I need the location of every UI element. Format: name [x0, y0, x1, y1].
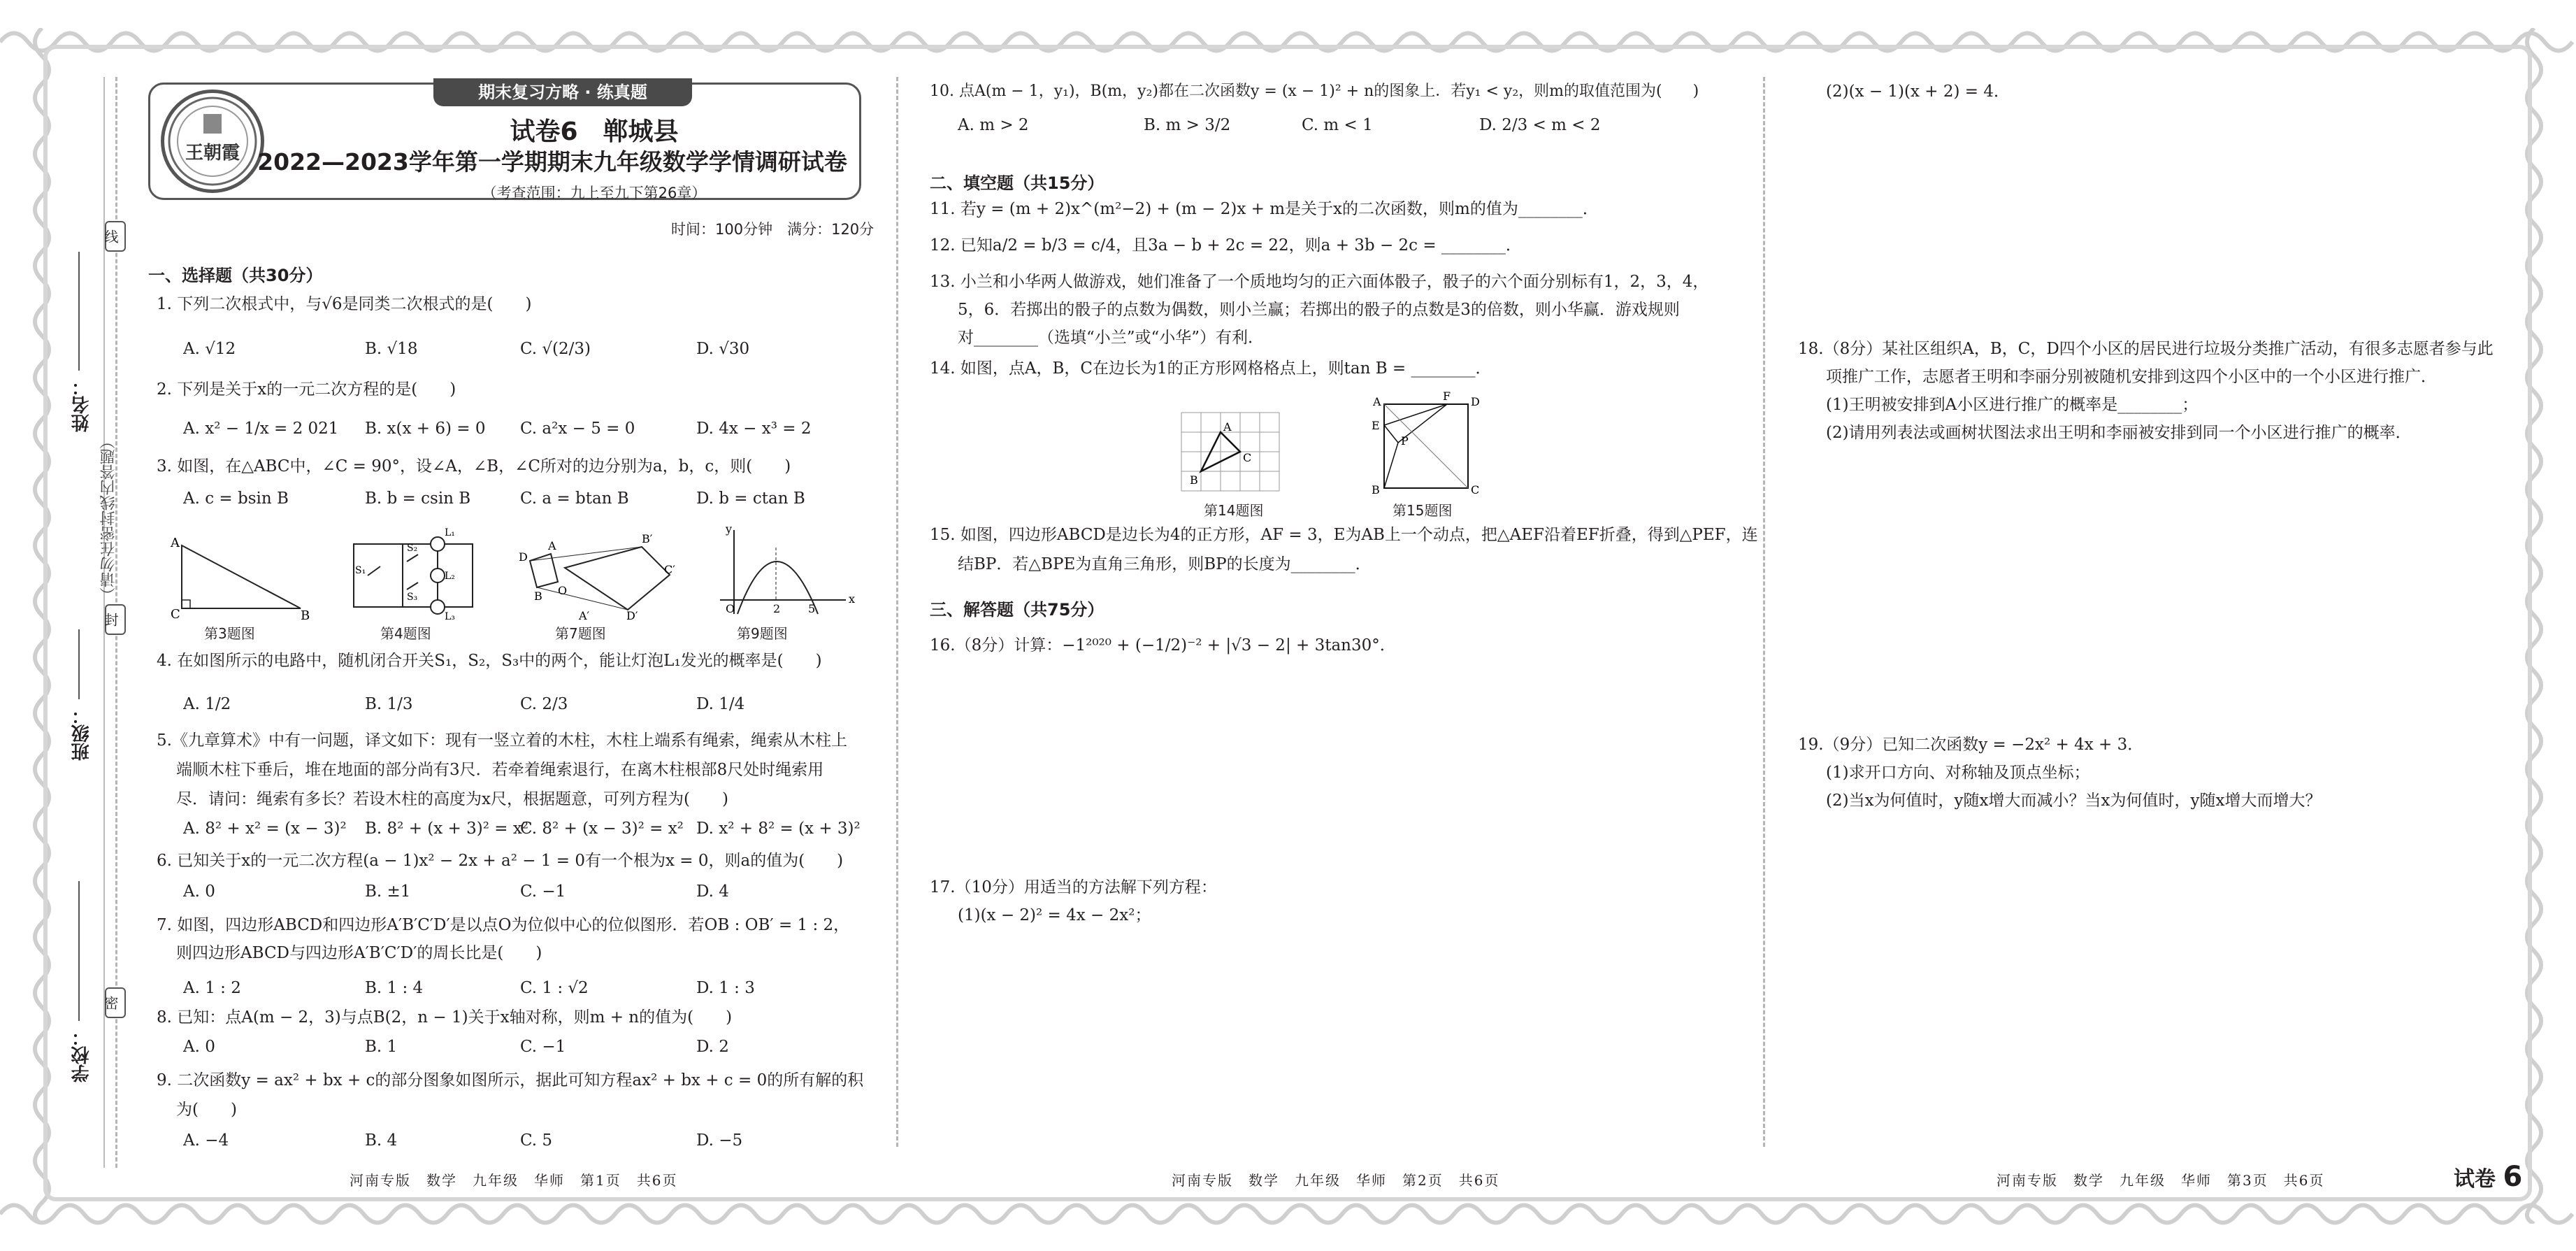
q2-opt-c[interactable]: C. a²x − 5 = 0 — [520, 420, 635, 438]
q10-opt-a[interactable]: A. m > 2 — [958, 116, 1029, 134]
q3-opt-a[interactable]: A. c = bsin B — [183, 489, 289, 508]
q15-line1: 15. 如图，四边形ABCD是边长为4的正方形，AF = 3，E为AB上一个动点，把△AEF沿着EF折叠，得到△PEF，连 — [930, 526, 1758, 544]
q19-part2: (2)当x为何值时，y随x增大而减小？当x为何值时，y随x增大而增大？ — [1826, 792, 2322, 810]
q2-opt-b[interactable]: B. x(x + 6) = 0 — [365, 420, 486, 438]
svg-text:O: O — [558, 584, 568, 597]
header-tag: 期末复习方略 · 练真题 — [433, 78, 692, 106]
svg-text:C: C — [171, 607, 180, 622]
svg-text:P: P — [1401, 434, 1409, 448]
svg-text:S₃: S₃ — [407, 592, 418, 603]
seal-notice: （请勿在密封线内答题） — [100, 434, 117, 603]
svg-text:O: O — [726, 602, 735, 615]
svg-text:C: C — [1243, 451, 1252, 464]
svg-text:B: B — [1372, 483, 1380, 495]
q17-part2: (2)(x − 1)(x + 2) = 4． — [1826, 83, 2010, 101]
q9-opt-c[interactable]: C. 5 — [520, 1131, 553, 1150]
time-score: 时间：100分钟 满分：120分 — [671, 221, 875, 238]
figure-q15-square — [1370, 390, 1489, 495]
figure-q9-parabola — [706, 523, 860, 621]
q8-opt-c[interactable]: C. −1 — [520, 1038, 566, 1056]
svg-text:B: B — [1190, 473, 1198, 487]
paper-label: 试卷 — [2454, 1167, 2496, 1192]
publisher-logo — [161, 90, 264, 193]
q11: 11. 若y = (m + 2)x^(m²−2) + (m − 2)x + m是关于x的二次函数，则m的值为________． — [930, 200, 1599, 218]
q13-line3: 对________（选填“小兰”或“小华”）有利． — [958, 329, 1265, 347]
fig4-caption: 第4题图 — [380, 625, 431, 642]
svg-text:A: A — [171, 536, 180, 550]
q18-line1: 18.（8分）某社区组织A，B，C，D四个小区的居民进行垃圾分类推广活动，有很多志愿者参与此 — [1798, 340, 2494, 358]
q5-opt-d[interactable]: D. x² + 8² = (x + 3)² — [696, 820, 861, 838]
q18-line2: 项推广工作，志愿者王明和李丽分别被随机安排到这四个小区中的一个小区进行推广． — [1826, 368, 2437, 386]
q12: 12. 已知a/2 = b/3 = c/4，且3a − b + 2c = 22，则a + 3b − 2c = ________． — [930, 236, 1522, 255]
q17-line2: (1)(x − 2)² = 4x − 2x²； — [958, 906, 1151, 924]
svg-text:B: B — [534, 589, 542, 603]
q8-opt-b[interactable]: B. 1 — [365, 1038, 398, 1056]
q3-stem: 3. 如图，在△ABC中，∠C = 90°，设∠A，∠B，∠C所对的边分别为a，b，c，则( ) — [157, 457, 791, 476]
q19-line1: 19.（9分）已知二次函数y = −2x² + 4x + 3． — [1798, 736, 2144, 754]
q6-opt-c[interactable]: C. −1 — [520, 882, 566, 901]
q9-opt-d[interactable]: D. −5 — [696, 1131, 743, 1150]
svg-text:A: A — [548, 539, 556, 552]
svg-text:y: y — [726, 523, 733, 536]
exam-scope: （考查范围：九上至九下第26章） — [482, 185, 707, 201]
svg-text:A′: A′ — [579, 609, 590, 621]
figure-q7-similar-quads — [509, 526, 677, 621]
svg-text:C′: C′ — [664, 563, 675, 576]
class-label: 班级： — [71, 706, 92, 761]
column-divider-1 — [896, 77, 898, 1147]
q4-stem: 4. 在如图所示的电路中，随机闭合开关S₁，S₂，S₃中的两个，能让灯泡L₁发光的概率是( ) — [157, 652, 822, 670]
svg-text:B: B — [301, 608, 310, 622]
paper-number — [2454, 1161, 2522, 1193]
q5-opt-b[interactable]: B. 8² + (x + 3)² = x² — [365, 820, 529, 838]
q4-opt-c[interactable]: C. 2/3 — [520, 695, 568, 713]
svg-text:D: D — [519, 550, 528, 564]
q1-stem: 1. 下列二次根式中，与√6是同类二次根式的是( ) — [157, 295, 532, 313]
fig14-caption: 第14题图 — [1204, 502, 1264, 519]
q10-stem: 10. 点A(m − 1，y₁)，B(m，y₂)都在二次函数y = (x − 1)² + n的图象上．若y₁ < y₂，则m的取值范围为( ) — [930, 83, 1699, 100]
q18-part2: (2)请用列表法或画树状图法求出王明和李丽被安排到同一个小区进行推广的概率． — [1826, 424, 2412, 442]
figure-q14-grid — [1174, 406, 1286, 495]
paper-digit: 6 — [2503, 1161, 2523, 1193]
figure-q3-triangle — [168, 531, 315, 622]
q8-opt-d[interactable]: D. 2 — [696, 1038, 729, 1056]
q9-opt-a[interactable]: A. −4 — [183, 1131, 229, 1150]
fig15-caption: 第15题图 — [1393, 502, 1453, 519]
fig3-caption: 第3题图 — [204, 625, 255, 642]
q7-opt-c[interactable]: C. 1 : √2 — [520, 979, 589, 997]
svg-text:S₁: S₁ — [355, 565, 366, 576]
q15-line2: 结BP．若△BPE为直角三角形，则BP的长度为________． — [958, 555, 1372, 573]
q13-line2: 5，6．若掷出的骰子的点数为偶数，则小兰赢；若掷出的骰子的点数是3的倍数，则小华赢．游戏规则 — [958, 301, 1680, 319]
name-field-line[interactable] — [78, 252, 80, 371]
q3-opt-b[interactable]: B. b = csin B — [365, 489, 471, 508]
q2-stem: 2. 下列是关于x的一元二次方程的是( ) — [157, 380, 456, 399]
svg-text:A: A — [1223, 420, 1232, 434]
q2-opt-a[interactable]: A. x² − 1/x = 2 021 — [183, 420, 339, 438]
school-label: 学校： — [71, 1028, 92, 1082]
section1-title: 一、选择题（共30分） — [148, 266, 323, 285]
exam-subtitle: 2022—2023学年第一学期期末九年级数学学情调研试卷 — [257, 148, 847, 176]
svg-text:L₂: L₂ — [445, 571, 455, 582]
q3-opt-c[interactable]: C. a = btan B — [520, 489, 629, 508]
svg-text:L₃: L₃ — [445, 611, 455, 621]
exam-title: 试卷6 郸城县 — [510, 117, 679, 146]
q7-opt-b[interactable]: B. 1 : 4 — [365, 979, 424, 997]
column-divider-2 — [1763, 77, 1765, 1147]
q1-opt-b[interactable]: B. √18 — [365, 340, 418, 358]
svg-text:C: C — [1471, 483, 1480, 495]
q9-line2: 为( ) — [176, 1101, 237, 1119]
q9-line1: 9. 二次函数y = ax² + bx + c的部分图象如图所示，据此可知方程ax² + bx + c = 0的所有解的积 — [157, 1071, 864, 1089]
q5-line2: 端顺木柱下垂后，堆在地面的部分尚有3尺．若牵着绳索退行，在离木柱根部8尺处时绳索用 — [176, 761, 824, 779]
footer-page2: 河南专版 数学 九年级 华师 第2页 共6页 — [1172, 1172, 1500, 1189]
q9-opt-b[interactable]: B. 4 — [365, 1131, 398, 1150]
q16: 16.（8分）计算：−1²⁰²⁰ + (−1/2)⁻² + |√3 − 2| + 3tan30°． — [930, 636, 1396, 655]
svg-text:A: A — [1373, 395, 1381, 408]
figure-q4-circuit — [340, 523, 487, 621]
q17-line1: 17.（10分）用适当的方法解下列方程： — [930, 878, 1217, 896]
q7-opt-a[interactable]: A. 1 : 2 — [183, 979, 241, 997]
q1-opt-c[interactable]: C. √(2/3) — [520, 340, 591, 358]
q14: 14. 如图，点A，B，C在边长为1的正方形网格格点上，则tan B = ________． — [930, 359, 1492, 378]
svg-text:5: 5 — [808, 602, 816, 615]
logo-text: 王朝霞 — [185, 143, 240, 164]
q6-opt-d[interactable]: D. 4 — [696, 882, 729, 901]
svg-text:D′: D′ — [626, 609, 638, 621]
name-label: 姓名： — [71, 378, 92, 432]
class-field-line[interactable] — [78, 629, 80, 699]
svg-text:E: E — [1372, 419, 1380, 432]
q2-opt-d[interactable]: D. 4x − x³ = 2 — [696, 420, 812, 438]
section3-title: 三、解答题（共75分） — [930, 600, 1104, 620]
q4-opt-d[interactable]: D. 1/4 — [696, 695, 745, 713]
svg-text:F: F — [1443, 390, 1451, 403]
q5-line1: 5.《九章算术》中有一问题，译文如下：现有一竖立着的木柱，木柱上端系有绳索，绳索从木柱上 — [157, 731, 847, 750]
svg-text:D: D — [1471, 395, 1480, 408]
svg-text:L₁: L₁ — [445, 527, 455, 538]
school-field-line[interactable] — [78, 881, 80, 1021]
q7-opt-d[interactable]: D. 1 : 3 — [696, 979, 755, 997]
q1-opt-d[interactable]: D. √30 — [696, 340, 750, 358]
q6-stem: 6. 已知关于x的一元二次方程(a − 1)x² − 2x + a² − 1 = 0有一个根为x = 0，则a的值为( ) — [157, 852, 844, 870]
seal-mark-mid: 封 — [105, 604, 126, 635]
q7-line2: 则四边形ABCD与四边形A′B′C′D′的周长比是( ) — [176, 944, 542, 962]
q8-opt-a[interactable]: A. 0 — [183, 1038, 215, 1056]
footer-page1: 河南专版 数学 九年级 华师 第1页 共6页 — [350, 1172, 678, 1189]
q5-line3: 尽．请问：绳索有多长？若设木柱的高度为x尺，根据题意，可列方程为( ) — [176, 790, 728, 808]
q18-part1: (1)王明被安排到A小区进行推广的概率是________； — [1826, 396, 2199, 414]
q8-stem: 8. 已知：点A(m − 2，3)与点B(2，n − 1)关于x轴对称，则m + n的值为( ) — [157, 1008, 733, 1027]
svg-text:B′: B′ — [642, 532, 653, 545]
footer-page3: 河南专版 数学 九年级 华师 第3页 共6页 — [1996, 1172, 2325, 1189]
q10-opt-c[interactable]: C. m < 1 — [1302, 116, 1373, 134]
svg-text:x: x — [849, 592, 856, 606]
svg-text:2: 2 — [773, 602, 781, 615]
fig7-caption: 第7题图 — [555, 625, 606, 642]
section2-title: 二、填空题（共15分） — [930, 173, 1104, 193]
q4-opt-b[interactable]: B. 1/3 — [365, 695, 413, 713]
q6-opt-b[interactable]: B. ±1 — [365, 882, 411, 901]
fig9-caption: 第9题图 — [737, 625, 788, 642]
q3-opt-d[interactable]: D. b = ctan B — [696, 489, 805, 508]
q7-line1: 7. 如图，四边形ABCD和四边形A′B′C′D′是以点O为位似中心的位似图形．若OB : OB′ = 1 : 2， — [157, 916, 850, 934]
q4-opt-a[interactable]: A. 1/2 — [183, 695, 231, 713]
q6-opt-a[interactable]: A. 0 — [183, 882, 215, 901]
q5-opt-a[interactable]: A. 8² + x² = (x − 3)² — [183, 820, 347, 838]
seal-mark-top: 线 — [105, 221, 126, 252]
q5-opt-c[interactable]: C. 8² + (x − 3)² = x² — [520, 820, 684, 838]
svg-text:S₂: S₂ — [407, 543, 418, 554]
q10-opt-d[interactable]: D. 2/3 < m < 2 — [1479, 116, 1601, 134]
q13-line1: 13. 小兰和小华两人做游戏，她们准备了一个质地均匀的正六面体骰子，骰子的六个面分别标有1，2，3，4， — [930, 273, 1709, 291]
q19-part1: (1)求开口方向、对称轴及顶点坐标； — [1826, 764, 2090, 782]
q10-opt-b[interactable]: B. m > 3/2 — [1144, 116, 1231, 134]
seal-mark-bottom: 密 — [105, 987, 126, 1018]
q1-opt-a[interactable]: A. √12 — [183, 340, 236, 358]
